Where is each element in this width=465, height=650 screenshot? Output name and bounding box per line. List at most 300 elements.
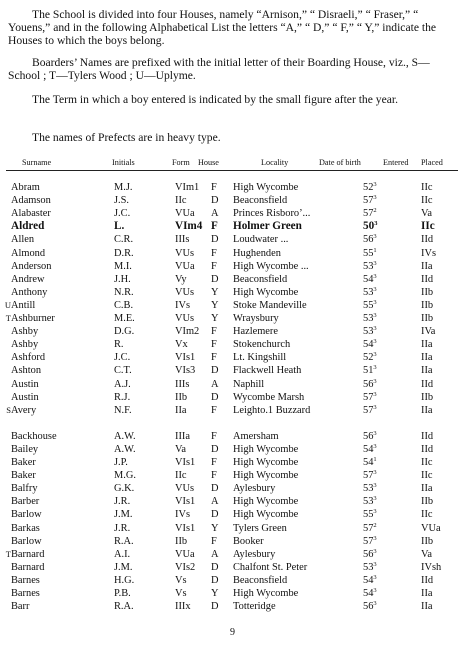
entered-cell <box>363 404 377 417</box>
entered-term: 3 <box>373 272 377 280</box>
entered-cell <box>363 273 377 286</box>
placed-cell: IVs <box>421 247 437 259</box>
form-cell: Vy <box>175 273 187 285</box>
entered-year: 55 <box>363 299 374 311</box>
table-row <box>0 548 465 561</box>
table-row <box>0 391 465 404</box>
placed-cell: IId <box>421 273 434 285</box>
surname-cell: Ashford <box>11 352 46 364</box>
entered-cell <box>363 482 377 495</box>
locality-cell: High Wycombe <box>233 286 299 298</box>
table-row <box>0 194 465 207</box>
surname-cell: Antill <box>11 299 36 311</box>
initials-cell: A.W. <box>114 430 136 442</box>
house-cell: Y <box>211 299 219 311</box>
form-cell: VIs1 <box>175 496 196 508</box>
house-cell: D <box>211 483 219 495</box>
locality-cell: Princes Risboro’... <box>233 208 311 220</box>
placed-cell: IIb <box>421 391 434 403</box>
surname-cell: Barnard <box>11 548 45 560</box>
entered-cell <box>363 548 377 561</box>
initials-cell: J.R. <box>114 496 131 508</box>
entered-cell <box>363 391 377 404</box>
house-cell: D <box>211 273 219 285</box>
surname-cell: Abram <box>11 182 40 193</box>
locality-cell: Stokenchurch <box>233 339 291 351</box>
placed-cell: IIc <box>421 457 433 468</box>
entered-cell <box>363 286 377 299</box>
entered-cell <box>363 233 377 246</box>
placed-cell: IId <box>421 574 434 586</box>
header-locality: Locality <box>261 158 289 167</box>
house-cell: F <box>211 470 217 482</box>
house-cell: F <box>211 182 217 193</box>
entered-term: 2 <box>373 521 377 529</box>
initials-cell: J.H. <box>114 273 131 285</box>
table-row <box>0 325 465 338</box>
entered-year: 57 <box>363 391 374 403</box>
locality-cell: Hazlemere <box>233 326 278 338</box>
house-cell: Y <box>211 286 219 298</box>
entered-year: 50 <box>363 220 375 233</box>
header-surname: Surname <box>22 158 52 167</box>
table-row <box>0 469 465 482</box>
table-row <box>0 443 465 456</box>
table-row <box>0 495 465 508</box>
entered-cell <box>363 456 377 469</box>
placed-cell: IIa <box>421 588 433 599</box>
initials-cell: L. <box>114 220 125 233</box>
entered-year: 55 <box>363 509 374 521</box>
table-row <box>0 181 465 194</box>
table-row <box>0 535 465 548</box>
entered-year: 54 <box>363 574 374 586</box>
initials-cell: J.C. <box>114 208 131 220</box>
house-cell: A <box>211 496 219 508</box>
entered-year: 56 <box>363 430 374 442</box>
initials-cell: R.J. <box>114 391 131 403</box>
locality-cell: Lt. Kingshill <box>233 352 287 364</box>
surname-cell: Allen <box>11 234 35 246</box>
locality-cell: High Wycombe <box>233 509 299 521</box>
locality-cell: Holmer Green <box>233 220 302 233</box>
table-row <box>0 247 465 260</box>
table-row <box>0 574 465 587</box>
boarding-prefix: T <box>5 313 11 323</box>
form-cell: VUs <box>175 247 195 259</box>
entered-cell <box>363 260 377 273</box>
boarding-prefix: S <box>6 404 11 415</box>
entered-term: 3 <box>373 508 377 516</box>
locality-cell: Aylesbury <box>233 483 276 495</box>
form-cell: Vx <box>175 339 188 351</box>
locality-cell: High Wycombe ... <box>233 260 309 272</box>
entered-year: 57 <box>363 404 374 416</box>
house-cell: Y <box>211 313 219 324</box>
form-cell: VUa <box>175 260 195 272</box>
placed-cell: IIa <box>421 601 433 613</box>
locality-cell: Chalfont St. Peter <box>233 561 308 573</box>
house-cell: A <box>211 208 219 220</box>
entered-year: 57 <box>363 208 374 220</box>
entered-term: 3 <box>373 534 377 542</box>
form-cell: Va <box>175 443 186 455</box>
header-rule <box>6 170 458 171</box>
surname-cell: Alabaster <box>11 208 51 220</box>
locality-cell: High Wycombe <box>233 457 299 468</box>
entered-cell <box>363 220 377 233</box>
house-cell: F <box>211 404 217 416</box>
initials-cell: C.R. <box>114 234 134 246</box>
surname-cell: Ashton <box>11 365 42 377</box>
locality-cell: Tylers Green <box>233 522 287 534</box>
entered-cell <box>363 312 377 325</box>
form-cell: IIc <box>175 195 187 207</box>
table-row <box>0 233 465 246</box>
initials-cell: M.J. <box>114 182 133 193</box>
initials-cell: D.G. <box>114 326 135 338</box>
table-row <box>0 260 465 273</box>
entered-year: 56 <box>363 548 374 560</box>
table-row <box>0 220 465 233</box>
entered-term: 3 <box>373 429 377 437</box>
table-row <box>0 364 465 377</box>
header-initials: Initials <box>112 158 135 167</box>
surname-cell: Andrew <box>11 273 45 285</box>
entered-term: 3 <box>373 194 377 202</box>
initials-cell: N.F. <box>114 404 132 416</box>
house-cell: D <box>211 601 219 613</box>
boarding-prefix: T <box>5 548 11 559</box>
entered-year: 57 <box>363 535 374 547</box>
initials-cell: J.S. <box>114 195 130 207</box>
surname-cell: Austin <box>11 391 39 403</box>
locality-cell: Beaconsfield <box>233 574 288 586</box>
entered-year: 54 <box>363 339 374 351</box>
placed-cell: IId <box>421 378 434 390</box>
surname-cell: Bailey <box>11 443 39 455</box>
placed-cell: IIb <box>421 535 434 547</box>
house-cell: D <box>211 234 219 246</box>
house-cell: A <box>211 548 219 560</box>
entered-year: 54 <box>363 457 374 468</box>
placed-cell: IIb <box>421 496 434 508</box>
table-row <box>0 587 465 600</box>
initials-cell: C.B. <box>114 299 134 311</box>
entered-term: 2 <box>373 207 377 215</box>
placed-cell: IIb <box>421 299 434 311</box>
entered-cell <box>363 378 377 391</box>
initials-cell: N.R. <box>114 286 134 298</box>
surname-cell: Barkas <box>11 522 40 534</box>
entered-year: 53 <box>363 326 374 338</box>
house-cell: F <box>211 220 218 233</box>
locality-cell: High Wycombe <box>233 496 299 508</box>
header-placed: Placed <box>421 158 443 167</box>
placed-cell: IIa <box>421 483 433 495</box>
boarding-prefix: U <box>4 299 11 310</box>
initials-cell: G.K. <box>114 483 135 495</box>
entered-term: 3 <box>373 390 377 398</box>
house-cell: D <box>211 561 219 573</box>
placed-cell: IVsh <box>421 561 442 573</box>
house-cell: A <box>211 378 219 390</box>
locality-cell: Naphill <box>233 378 265 390</box>
placed-cell: IVa <box>421 326 436 338</box>
initials-cell: M.I. <box>114 260 132 272</box>
entered-term: 3 <box>373 351 377 359</box>
entered-year: 53 <box>363 483 374 495</box>
surname-cell: Barnard <box>11 561 45 573</box>
locality-cell: Amersham <box>233 430 279 442</box>
placed-cell: Va <box>421 548 432 560</box>
entered-cell <box>363 508 377 521</box>
initials-cell: R. <box>114 339 124 351</box>
house-cell: Y <box>211 588 219 599</box>
surname-cell: Ashby <box>11 339 39 351</box>
form-cell: Vs <box>175 574 187 586</box>
entered-term: 3 <box>373 325 377 333</box>
placed-cell: IId <box>421 443 434 455</box>
locality-cell: Aylesbury <box>233 548 276 560</box>
locality-cell: Wycombe Marsh <box>233 391 305 403</box>
entered-term: 3 <box>374 220 378 228</box>
entered-cell <box>363 430 377 443</box>
entered-term: 3 <box>373 560 377 568</box>
initials-cell: M.G. <box>114 470 136 482</box>
entered-term: 3 <box>373 573 377 581</box>
surname-cell: Barnes <box>11 574 40 586</box>
entered-cell <box>363 522 377 535</box>
entered-term: 3 <box>373 587 377 594</box>
form-cell: IIIa <box>175 430 190 442</box>
entered-year: 56 <box>363 601 374 613</box>
locality-cell: Totteridge <box>233 601 276 613</box>
house-cell: D <box>211 195 219 207</box>
placed-cell: IIc <box>421 182 433 193</box>
surname-cell: Barber <box>11 496 40 508</box>
entered-year: 54 <box>363 588 374 599</box>
entered-cell <box>363 325 377 338</box>
locality-cell: High Wycombe <box>233 182 299 193</box>
entered-cell <box>363 181 377 194</box>
table-row <box>0 312 465 325</box>
entered-year: 51 <box>363 365 374 377</box>
locality-cell: Leighto.1 Buzzard <box>233 404 311 416</box>
form-cell: VIm4 <box>175 220 203 233</box>
placed-cell: IIb <box>421 286 434 298</box>
form-cell: VUs <box>175 483 195 495</box>
form-cell: IIa <box>175 404 187 416</box>
entered-term: 1 <box>373 456 377 463</box>
placed-cell: IIa <box>421 352 433 364</box>
house-cell: F <box>211 247 217 259</box>
house-cell: F <box>211 535 217 547</box>
entered-cell <box>363 194 377 207</box>
house-cell: D <box>211 574 219 586</box>
surname-cell: Backhouse <box>11 430 57 442</box>
entered-cell <box>363 600 377 613</box>
surname-cell: Barnes <box>11 588 40 599</box>
placed-cell: IIa <box>421 260 433 272</box>
entered-term: 3 <box>373 233 377 241</box>
house-cell: D <box>211 365 219 377</box>
house-cell: F <box>211 339 217 351</box>
surname-cell: Avery <box>11 404 37 416</box>
placed-cell: Va <box>421 208 432 220</box>
entered-year: 53 <box>363 561 374 573</box>
form-cell: VIs2 <box>175 561 196 573</box>
initials-cell: P.B. <box>114 588 131 599</box>
placed-cell: IIc <box>421 195 433 207</box>
form-cell: Vs <box>175 588 187 599</box>
placed-cell: VUa <box>421 522 441 534</box>
entered-cell <box>363 364 377 377</box>
form-cell: IVs <box>175 509 191 521</box>
initials-cell: M.E. <box>114 313 135 324</box>
entered-year: 57 <box>363 470 374 482</box>
entered-term: 3 <box>373 312 377 319</box>
header-date-of-birth: Date of birth <box>319 158 361 167</box>
surname-cell: Balfry <box>11 483 38 495</box>
form-cell: IIc <box>175 470 187 482</box>
form-cell: VUs <box>175 313 195 324</box>
table-row <box>0 299 465 312</box>
form-cell: VIm1 <box>175 182 200 193</box>
placed-cell: IIc <box>421 509 433 521</box>
surname-cell: Anthony <box>11 286 48 298</box>
entered-year: 53 <box>363 260 374 272</box>
house-cell: F <box>211 352 217 364</box>
table-row <box>0 404 465 417</box>
table-row <box>0 273 465 286</box>
surname-cell: Barlow <box>11 535 42 547</box>
surname-cell: Ashby <box>11 326 39 338</box>
house-cell: D <box>211 509 219 521</box>
entered-term: 3 <box>373 600 377 608</box>
initials-cell: H.G. <box>114 574 135 586</box>
entered-term: 3 <box>373 495 377 503</box>
house-cell: F <box>211 326 217 338</box>
placed-cell: IIc <box>421 220 435 233</box>
form-cell: IIb <box>175 535 188 547</box>
form-cell: VUa <box>175 548 195 560</box>
entered-term: 1 <box>373 246 377 254</box>
initials-cell: D.R. <box>114 247 134 259</box>
entered-year: 56 <box>363 234 374 246</box>
table-row <box>0 378 465 391</box>
header-form: Form <box>172 158 190 167</box>
entered-term: 3 <box>373 259 377 267</box>
form-cell: VIs1 <box>175 522 196 534</box>
form-cell: IIIx <box>175 601 191 613</box>
locality-cell: Stoke Mandeville <box>233 299 307 311</box>
initials-cell: J.R. <box>114 522 131 534</box>
entered-term: 3 <box>373 298 377 306</box>
initials-cell: J.P. <box>114 457 128 468</box>
form-cell: IIb <box>175 391 188 403</box>
locality-cell: High Wycombe <box>233 588 299 599</box>
table-row <box>0 351 465 364</box>
initials-cell: R.A. <box>114 601 134 613</box>
table-row <box>0 508 465 521</box>
entered-term: 3 <box>373 285 377 293</box>
entered-term: 3 <box>373 377 377 385</box>
initials-cell: A.W. <box>114 443 136 455</box>
entered-year: 54 <box>363 273 374 285</box>
house-cell: F <box>211 260 217 272</box>
initials-cell: A.I. <box>114 548 131 560</box>
placed-cell: IIa <box>421 339 433 351</box>
entered-year: 53 <box>363 286 374 298</box>
entered-year: 55 <box>363 247 374 259</box>
locality-cell: Hughenden <box>233 247 281 259</box>
entered-year: 54 <box>363 443 374 455</box>
entered-cell <box>363 443 377 456</box>
entered-year: 53 <box>363 496 374 508</box>
entered-year: 57 <box>363 195 374 207</box>
house-cell: F <box>211 457 217 468</box>
locality-cell: Loudwater ... <box>233 234 289 246</box>
surname-cell: Baker <box>11 457 36 468</box>
entered-cell <box>363 247 377 260</box>
form-cell: IIIs <box>175 234 190 246</box>
initials-cell: J.M. <box>114 561 133 573</box>
surname-cell: Adamson <box>11 195 51 207</box>
locality-cell: High Wycombe <box>233 443 299 455</box>
entered-term: 3 <box>373 181 377 188</box>
table-row <box>0 338 465 351</box>
entered-cell <box>363 351 377 364</box>
entered-term: 3 <box>373 338 377 346</box>
table-row <box>0 482 465 495</box>
header-entered: Entered <box>383 158 409 167</box>
table-row <box>0 207 465 220</box>
entered-cell <box>363 561 377 574</box>
surname-cell: Barr <box>11 601 30 613</box>
table-row <box>0 456 465 469</box>
locality-cell: Beaconsfield <box>233 273 288 285</box>
entered-cell <box>363 338 377 351</box>
surname-cell: Aldred <box>11 220 45 233</box>
entered-term: 3 <box>373 403 377 411</box>
form-cell: VIs1 <box>175 352 196 364</box>
initials-cell: J.M. <box>114 509 133 521</box>
table-row <box>0 522 465 535</box>
entered-term: 3 <box>373 482 377 490</box>
surname-cell: Anderson <box>11 260 52 272</box>
locality-cell: Wraysbury <box>233 313 279 324</box>
surname-cell: Austin <box>11 378 39 390</box>
table-row <box>0 561 465 574</box>
intro-paragraph-prefects: The names of Prefects are in heavy type. <box>32 131 221 144</box>
placed-cell: IIc <box>421 470 433 482</box>
form-cell: VIm2 <box>175 326 200 338</box>
form-cell: VIs1 <box>175 457 196 468</box>
page-number: 9 <box>230 627 235 638</box>
initials-cell: J.C. <box>114 352 131 364</box>
intro-paragraph-boarders: Boarders’ Names are prefixed with the initial letter of their Boarding House, viz., S—School ; T—Tylers Wood ; U—Uplyme. <box>8 56 430 82</box>
house-cell: F <box>211 430 217 442</box>
form-cell: IVs <box>175 299 191 311</box>
intro-paragraph-term: The Term in which a boy entered is indicated by the small figure after the year. <box>32 93 398 106</box>
entered-year: 52 <box>363 352 374 364</box>
surname-cell: Almond <box>11 247 46 259</box>
entered-term: 3 <box>373 442 377 450</box>
house-cell: D <box>211 391 219 403</box>
table-header <box>0 158 465 170</box>
entered-term: 3 <box>373 547 377 555</box>
